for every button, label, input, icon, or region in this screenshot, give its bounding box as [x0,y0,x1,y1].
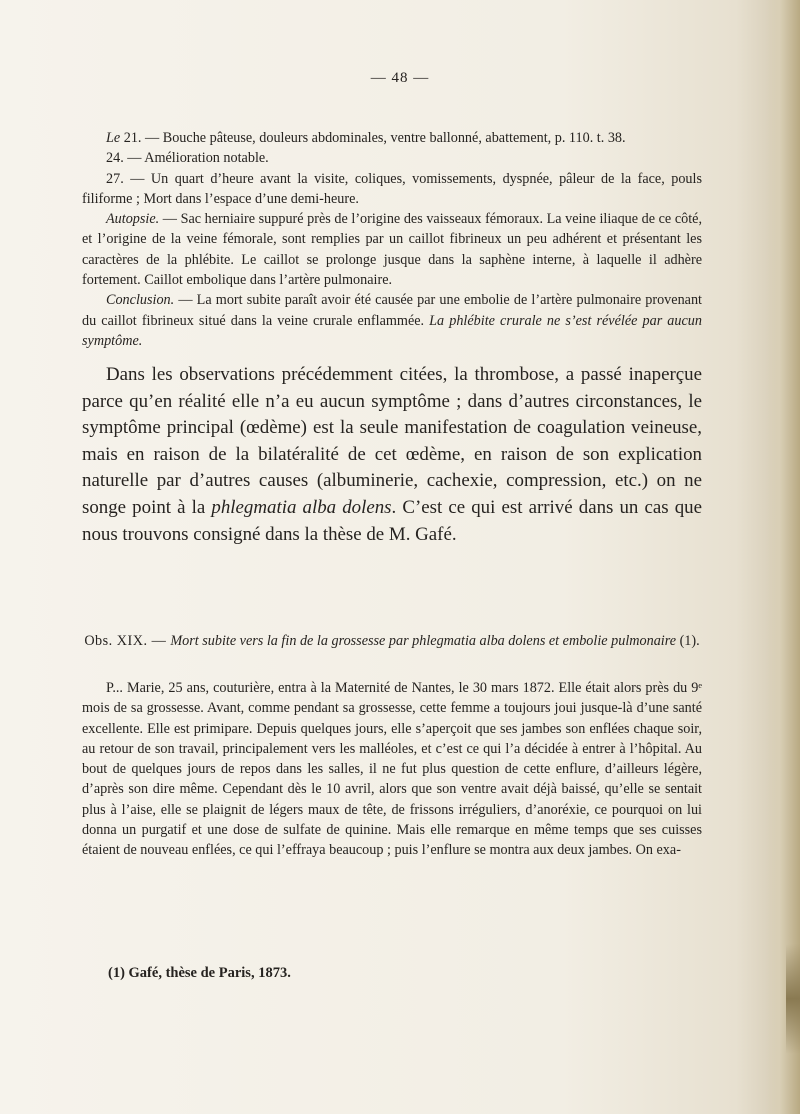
case-note-day21-text: 21. — Bouche pâteuse, douleurs abdominales, ventre ballonné, abattement, p. 110. t. 38. [120,130,626,146]
observation-body [82,678,702,861]
discussion-italic-term: phlegmatia alba dolens [211,496,392,518]
observation-body-text: P... Marie, 25 ans, couturière, entra à la Maternité de Nantes, le 30 mars 1872. Elle était alors près du 9ᵉ mois de sa grossesse. Avant, comme pendant sa grossesse, cette femme a toujours joui jusque-là d’une santé excellente. Elle est primipare. Depuis quelques jours, elle s’aperçoit que ses jambes son enflées chaque soir, au retour de son travail, principalement vers les malléoles, et c’est ce qui l’a décidée à entrer à l’hôpital. Au bout de quelques jours de repos dans les salles, il ne fut plus question de cette enflure, d’ailleurs légère, d’après son dire même. Cependant dès le 10 avril, alors que son ventre avait déjà baissé, qu’elle se sentait plus à l’aise, elle se plaignit de légers maux de tête, de frissons irréguliers, d’anoréxie, ce pourquoi on lui donna un purgatif et une dose de sulfate de quinine. Mais elle remarque en même temps que ses cuisses étaient de nouveau enflées, ce qui l’effraya beaucoup ; puis l’enflure se montra aux deux jambes. On exa- [82,680,702,859]
observation-title: Mort subite vers la fin de la grossesse par phlegmatia alba dolens et embolie pulmonaire [170,633,677,649]
case-note-day21-label: Le [106,130,121,146]
autopsy-label: Autopsie. [106,211,160,228]
case-note-day24: 24. — Amélioration notable. [106,150,269,167]
observation-heading [82,631,702,651]
conclusion-text: — La mort subite paraît avoir été causée par une embolie de l’artère pulmonaire provenant du caillot fibrineux situé dans la veine crurale enflammée. [82,292,702,329]
conclusion-italic: La phlébite crurale ne s’est révélée par aucun symptôme. [82,312,702,349]
conclusion-paragraph [82,290,702,351]
discussion-text-before: Dans les observations précédemment citées, la thrombose, a passé inaperçue parce qu’en réalité elle n’a eu aucun symptôme ; dans d’autres circonstances, le symptôme principal (œdème) est la seule manifestation de coagulation veineuse, mais en raison de la bilatéralité de cet œdème, en raison de son explication naturelle par d’autres causes (albuminerie, cachexie, compression, etc.) on ne songe point à la [82,364,702,518]
autopsy-text: — Sac herniaire suppuré près de l’origine des vaisseaux fémoraux. La veine iliaque de ce côté, et l’origine de la veine fémorale, sont remplies par un caillot fibrineux un peu adhérent et présentant les caractères de la phlébite. Le caillot se prolonge jusque dans la saphène interne, à laquelle il adhère fortement. Caillot embolique dans l’artère pulmonaire. [82,211,702,289]
case-note-day21 [82,128,702,148]
autopsy-paragraph [82,209,702,290]
conclusion-label: Conclusion. [106,292,175,309]
page-number: — 48 — [370,70,430,86]
page-edge-stain [786,944,800,1054]
observation-label: Obs. XIX. — [84,633,171,649]
footnote: (1) Gafé, thèse de Paris, 1873. [108,965,291,981]
observation-ref: (1). [676,633,700,649]
case-note-day27: 27. — Un quart d’heure avant la visite, coliques, vomissements, dyspnée, pâleur de la face, pouls filiforme ; Mort dans l’espace d’une demi-heure. [82,170,702,207]
discussion-text-after: . C’est ce qui est arrivé dans un cas que nous trouvons consigné dans la thèse de M. Gafé. [82,496,702,545]
discussion-paragraph [82,362,702,548]
case-notes [82,128,702,351]
